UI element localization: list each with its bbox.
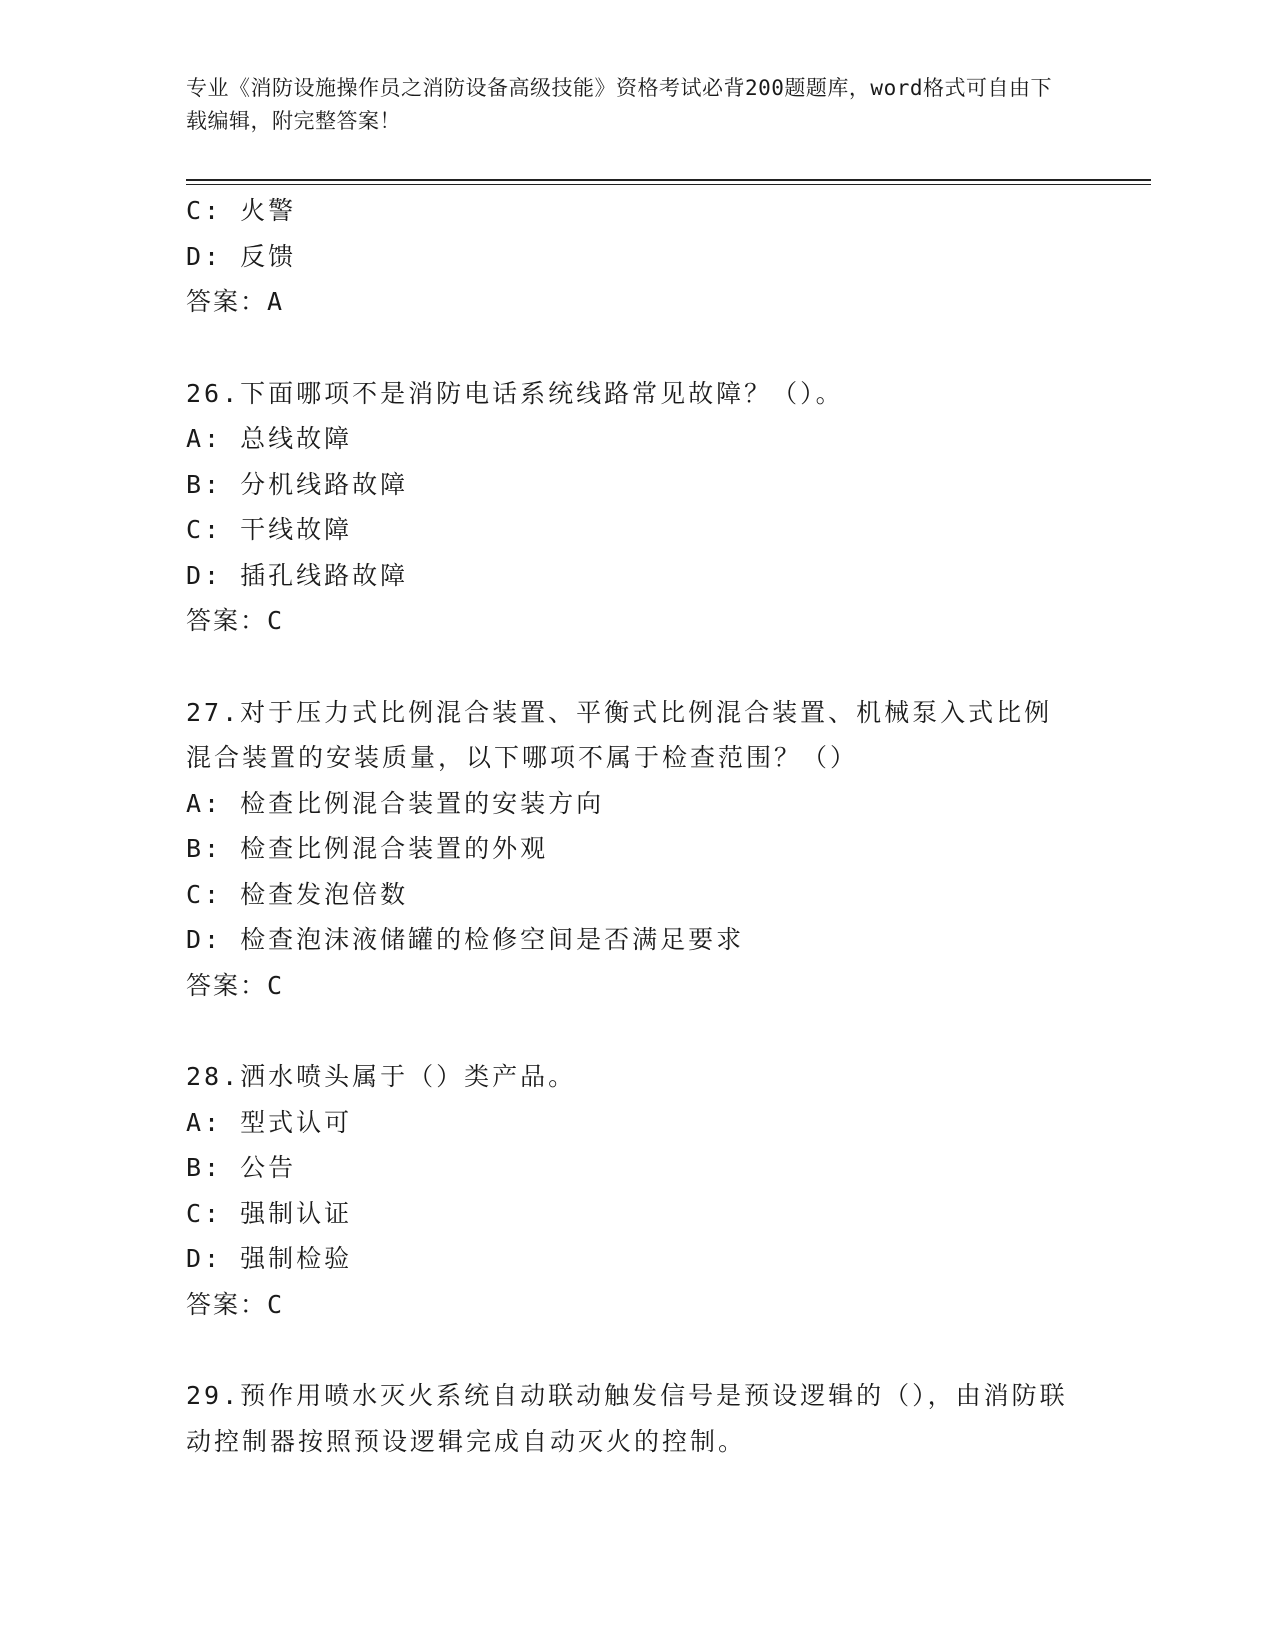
answer-value: C (267, 606, 284, 635)
option-d: D: 插孔线路故障 (186, 560, 409, 590)
option-c: C: 强制认证 (186, 1198, 353, 1228)
answer-value: A (267, 287, 284, 316)
question-26 (186, 371, 1086, 644)
header-rule-thick (186, 179, 1151, 181)
answer-label: 答案： (186, 970, 268, 1000)
answer-label: 答案： (186, 287, 268, 316)
option-b: B: 检查比例混合装置的外观 (186, 834, 549, 863)
answer-value: C (267, 970, 284, 1000)
header-rule-thin (186, 184, 1151, 185)
answer-value: C (267, 1289, 284, 1319)
question-28 (186, 1054, 1086, 1327)
option-a: A: 型式认可 (186, 1107, 353, 1137)
question-text: 26.下面哪项不是消防电话系统线路常见故障？（）。 (186, 378, 844, 408)
question-text: 27.对于压力式比例混合装置、平衡式比例混合装置、机械泵入式比例混合装置的安装质量，以下哪项不属于检查范围？（） (186, 697, 1053, 772)
answer-label: 答案： (186, 1289, 268, 1319)
answer-line (186, 279, 1086, 325)
answer-line (186, 963, 1086, 1009)
option-d: D: 检查泡沫液储罐的检修空间是否满足要求 (186, 925, 745, 954)
question-text: 29.预作用喷水灭火系统自动联动触发信号是预设逻辑的（），由消防联动控制器按照预设逻辑完成自动灭火的控制。 (186, 1381, 1068, 1456)
option-a: A: 检查比例混合装置的安装方向 (186, 788, 605, 818)
question-list (186, 188, 1086, 1464)
answer-label: 答案： (186, 606, 268, 635)
option-b: B: 公告 (186, 1153, 297, 1182)
question-29 (186, 1373, 1086, 1464)
option-d: D: 强制检验 (186, 1244, 353, 1273)
option-c: C: 干线故障 (186, 515, 353, 544)
option-c: C: 火警 (186, 196, 297, 225)
question-fragment (186, 188, 1086, 325)
answer-line (186, 598, 1086, 644)
option-b: B: 分机线路故障 (186, 469, 409, 499)
question-text: 28.洒水喷头属于（）类产品。 (186, 1062, 577, 1091)
document-header: 专业《消防设施操作员之消防设备高级技能》资格考试必背200题题库，word格式可自由下载编辑，附完整答案！ (186, 76, 1052, 133)
question-27 (186, 690, 1086, 1009)
option-a: A: 总线故障 (186, 424, 353, 453)
option-d: D: 反馈 (186, 241, 297, 271)
answer-line (186, 1282, 1086, 1328)
option-c: C: 检查发泡倍数 (186, 879, 409, 909)
